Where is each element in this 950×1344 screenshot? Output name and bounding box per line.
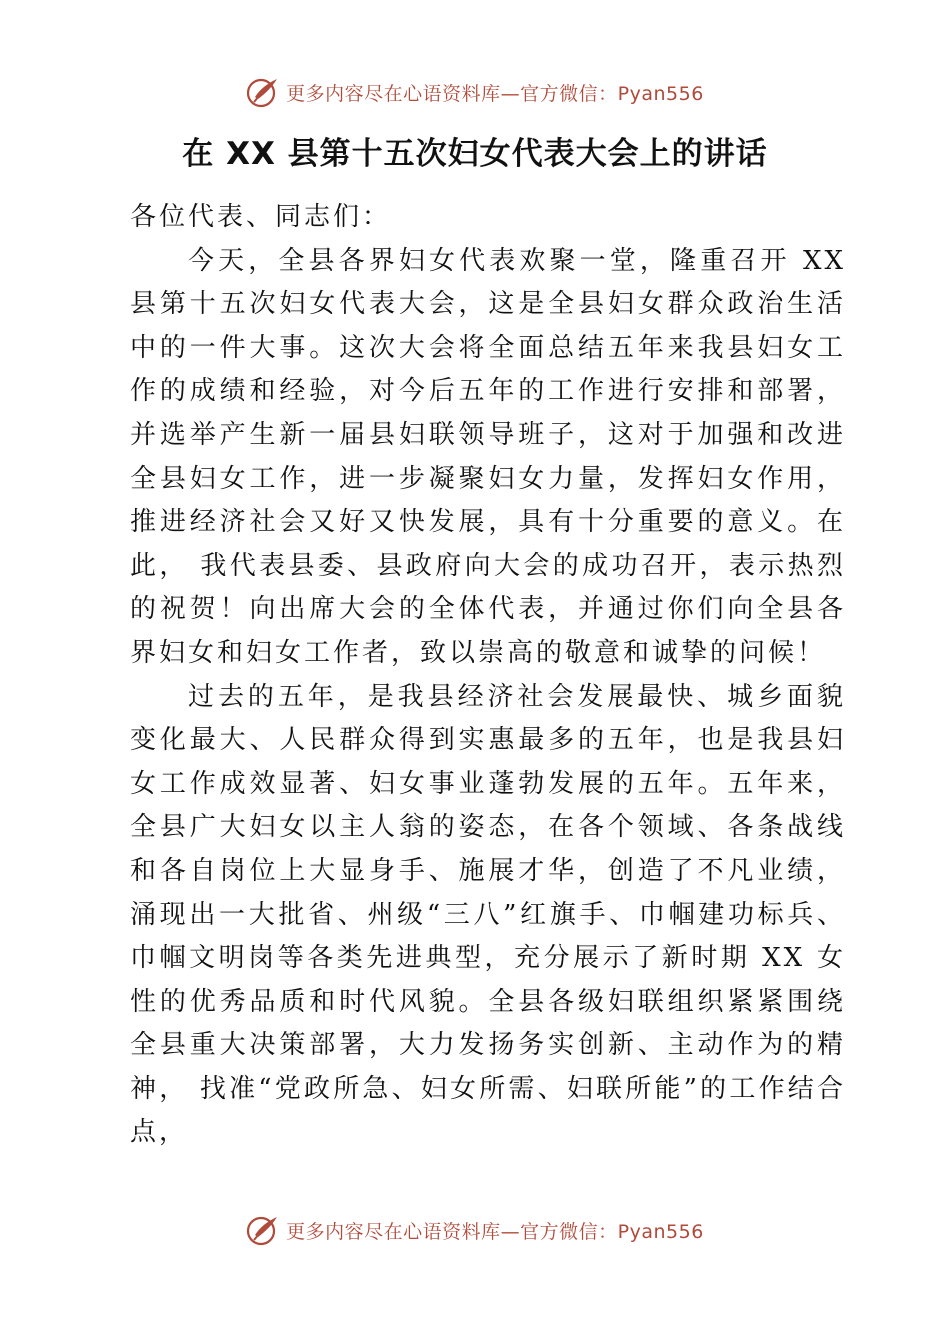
salutation: 各位代表、同志们： [130, 202, 392, 232]
paragraph: 过去的五年，是我县经济社会发展最快、城乡面貌变化最大、人民群众得到实惠最多的五年，也是我县妇女工作成效显著、妇女事业蓬勃发展的五年。五年来， 全县广大妇女以主人翁的姿态，在各个领域、各条战线和各自岗位上大显身手、施展才华，创造了不凡业绩， 涌现出一大批省、州级“三八”红旗手、巾帼建功标兵、巾帼文明岗等各类先进典型，充分展示了新时期 XX 女性的优秀品质和时代风貌。全县各级妇联组织紧紧围绕全县重大决策部署，大力发扬务实创新、主动作为的精神， 找准“党政所急、妇女所需、妇联所能”的工作结合点， [130, 681, 846, 1148]
footer-banner-text: 更多内容尽在心语资料库—官方微信：Pyan556 [286, 1220, 704, 1243]
header-banner-text: 更多内容尽在心语资料库—官方微信：Pyan556 [286, 82, 704, 105]
header-banner [0, 72, 950, 112]
quill-logo-icon [246, 75, 280, 109]
document-title: 在 XX 县第十五次妇女代表大会上的讲话 [182, 136, 768, 172]
paragraph: 今天，全县各界妇女代表欢聚一堂，隆重召开 XX 县第十五次妇女代表大会，这是全县妇女群众政治生活中的一件大事。这次大会将全面总结五年来我县妇女工作的成绩和经验，对今后五年的工作进行安排和部署，并选举产生新一届县妇联领导班子，这对于加强和改进全县妇女工作，进一步凝聚妇女力量，发挥妇女作用，推进经济社会又好又快发展，具有十分重要的意义。在此， 我代表县委、县政府向大会的成功召开，表示热烈的祝贺！向出席大会的全体代表，并通过你们向全县各界妇女和妇女工作者，致以崇高的敬意和诚挚的问候！ [130, 245, 846, 668]
quill-logo-icon [246, 1213, 280, 1247]
document-body [130, 196, 846, 1155]
footer-banner [0, 1210, 950, 1250]
